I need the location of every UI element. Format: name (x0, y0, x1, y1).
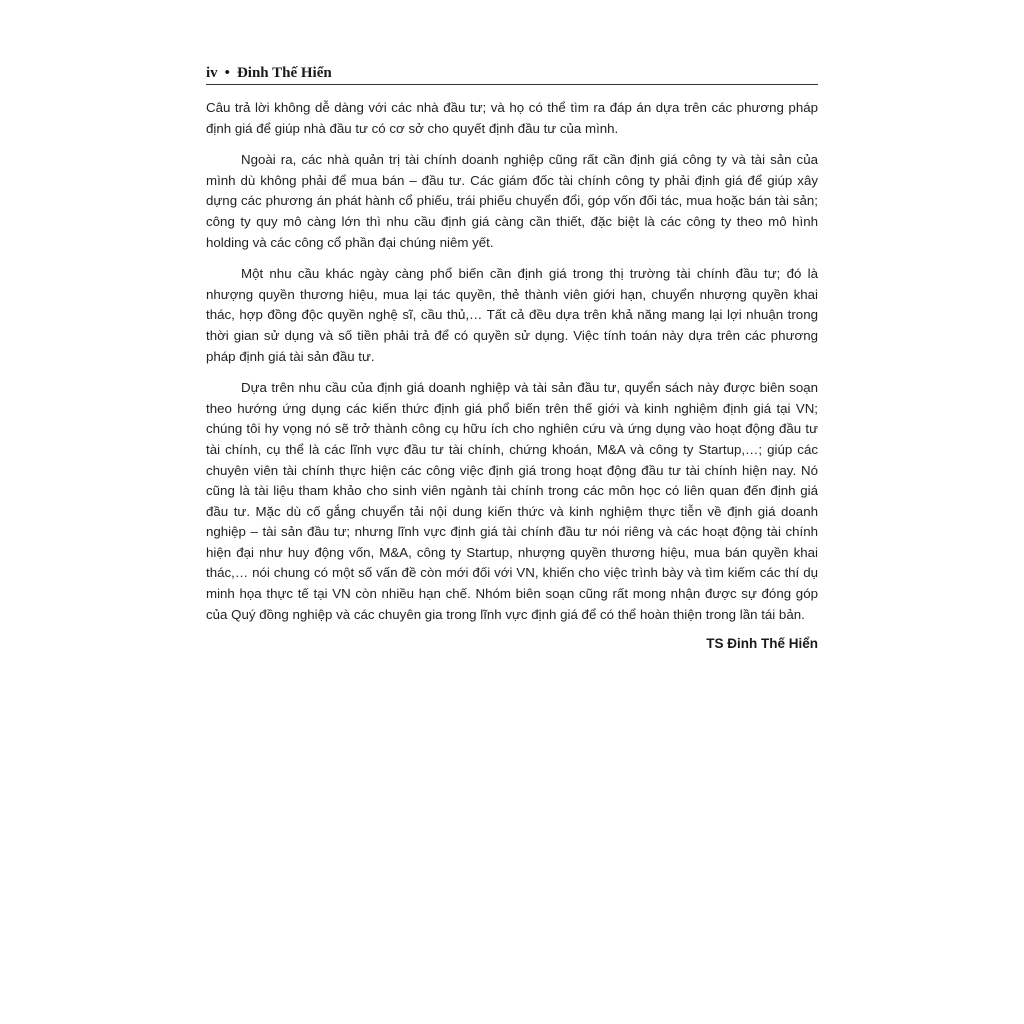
body-text (206, 98, 818, 625)
book-page (206, 62, 818, 651)
page-number: iv (206, 65, 218, 81)
running-header (206, 62, 818, 85)
paragraph: Dựa trên nhu cầu của định giá doanh nghiệp và tài sản đầu tư, quyển sách này được biên soạn theo hướng ứng dụng các kiến thức định giá phổ biến trên thế giới và kinh nghiệm định giá tại VN; chúng tôi hy vọng nó sẽ trở thành công cụ hữu ích cho nghiên cứu và ứng dụng vào hoạt động đầu tư tài chính, cụ thể là các lĩnh vực đầu tư tài chính, chứng khoán, M&A và công ty Startup,…; giúp các chuyên viên tài chính thực hiện các công việc định giá trong hoạt động đầu tư tài chính hiện nay. Nó cũng là tài liệu tham khảo cho sinh viên ngành tài chính trong các môn học có liên quan đến định giá đầu tư. Mặc dù cố gắng chuyển tải nội dung kiến thức và kinh nghiệm thực tiễn về định giá doanh nghiệp – tài sản đầu tư; nhưng lĩnh vực định giá tài chính đầu tư nói riêng và các hoạt động tài chính hiện đại như huy động vốn, M&A, công ty Startup, nhượng quyền thương hiệu, mua bán quyền khai thác,… nói chung có một số vấn đề còn mới đối với VN, khiến cho việc trình bày và tìm kiếm các thí dụ minh họa thực tế tại VN còn nhiều hạn chế. Nhóm biên soạn cũng rất mong nhận được sự đóng góp của Quý đồng nghiệp và các chuyên gia trong lĩnh vực định giá để có thể hoàn thiện trong lần tái bản. (206, 380, 818, 622)
paragraph-continuation: Câu trả lời không dễ dàng với các nhà đầu tư; và họ có thể tìm ra đáp án dựa trên các phương pháp định giá để giúp nhà đầu tư có cơ sở cho quyết định đầu tư của mình. (206, 100, 818, 136)
header-separator: • (224, 65, 230, 81)
header-author: Đinh Thế Hiển (236, 65, 332, 81)
paragraph: Ngoài ra, các nhà quản trị tài chính doanh nghiệp cũng rất cần định giá công ty và tài sản của mình dù không phải để mua bán – đầu tư. Các giám đốc tài chính công ty phải định giá để giúp xây dựng các phương án phát hành cổ phiếu, trái phiếu chuyển đổi, góp vốn đối tác, mua hoặc bán tài sản; công ty quy mô càng lớn thì nhu cầu định giá càng cần thiết, đặc biệt là các công ty theo mô hình holding và các công cổ phần đại chúng niêm yết. (206, 152, 818, 250)
paragraph: Một nhu cầu khác ngày càng phổ biến cần định giá trong thị trường tài chính đầu tư; đó là nhượng quyền thương hiệu, mua lại tác quyền, thẻ thành viên giới hạn, chuyển nhượng quyền khai thác, hợp đồng độc quyền nghệ sĩ, cầu thủ,… Tất cả đều dựa trên khả năng mang lại lợi nhuận trong thời gian sử dụng và số tiền phải trả để có quyền sử dụng. Việc tính toán này dựa trên các phương pháp định giá tài sản đầu tư. (206, 266, 818, 364)
author-signature: TS Đinh Thế Hiển (706, 636, 818, 652)
